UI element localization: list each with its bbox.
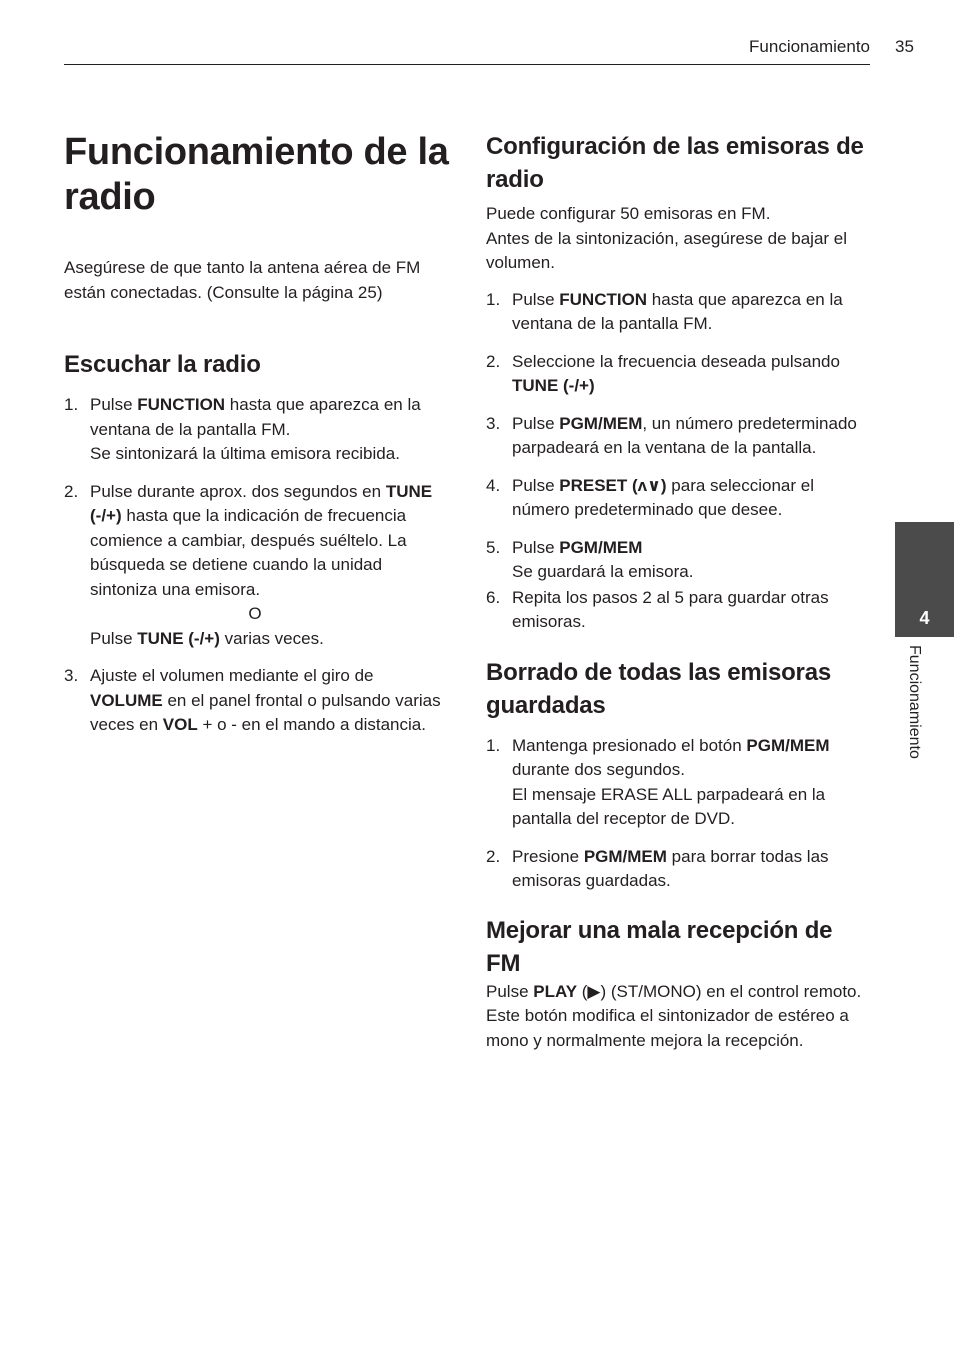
step-text: (▶) (ST/MONO) en el control remoto. Este botón modifica el sintonizador de estéreo a mono y normalmente mejora la recepción. (486, 981, 862, 1050)
list-item (486, 845, 872, 894)
button-name: PGM/MEM (559, 413, 643, 433)
step-note: El mensaje ERASE ALL parpadeará en la pantalla del receptor de DVD. (512, 784, 826, 828)
list-item (486, 412, 872, 461)
step-number: 1. (486, 735, 501, 755)
step-number: 5. (486, 537, 501, 557)
step-text: Pulse (90, 395, 138, 414)
step-text: hasta que aparezca en la ventana de la pantalla FM. (512, 289, 843, 333)
chapter-number: 4 (919, 608, 930, 628)
step-text: varias veces. (219, 628, 324, 648)
step-text: en el panel frontal o pulsando varias veces en (90, 690, 441, 734)
step-text: Pulse (512, 475, 560, 495)
button-name: VOL (162, 715, 198, 734)
step-text: para seleccionar el número predeterminado que desee. (512, 475, 814, 519)
step-number: 3. (64, 666, 79, 685)
section-heading-mejorar: Mejorar una mala recepción de FM (486, 916, 833, 977)
config-intro-line-1: Puede configurar 50 emisoras en FM. (486, 204, 771, 223)
step-number: 2. (64, 481, 79, 501)
step-text: hasta que la indicación de frecuencia comience a cambiar, después suéltelo. La búsqueda se detiene cuando la unidad sintoniza una emisora. (90, 506, 407, 599)
section-heading-escuchar: Escuchar la radio (64, 351, 261, 378)
intro-paragraph: Asegúrese de que tanto la antena aérea de FM están conectadas. (Consulte la página 25) (64, 258, 421, 302)
step-text: para borrar todas las emisoras guardadas. (512, 846, 829, 890)
step-number: 3. (486, 413, 501, 433)
list-item (486, 536, 872, 585)
section-heading-configuracion: Configuración de las emisoras de radio (486, 133, 864, 193)
step-number: 6. (486, 587, 501, 607)
button-name: TUNE (-/+) (90, 481, 433, 525)
step-text: Pulse durante aprox. dos segundos en (90, 481, 386, 501)
step-text: Pulse (512, 289, 560, 309)
chapter-label: Funcionamiento (906, 645, 923, 759)
button-name: PRESET (ʌ∨) (559, 475, 667, 495)
mejorar-paragraph (486, 980, 872, 1054)
config-intro-line-2: Antes de la sintonización, asegúrese de bajar el volumen. (486, 228, 848, 272)
running-header-title: Funcionamiento (749, 37, 870, 56)
step-number: 2. (486, 846, 501, 866)
right-column (486, 130, 872, 1053)
step-text: Ajuste el volumen mediante el giro de (90, 666, 374, 685)
step-note: Se sintonizará la última emisora recibida. (90, 444, 400, 463)
list-item (64, 664, 449, 738)
step-text: Repita los pasos 2 al 5 para guardar otras emisoras. (512, 587, 829, 631)
section-heading-borrado: Borrado de todas las emisoras guardadas (486, 658, 831, 719)
step-text: durante dos segundos. (512, 760, 685, 779)
step-text: + o - en el mando a distancia. (197, 715, 426, 734)
step-number: 4. (486, 475, 501, 495)
step-text: hasta que aparezca en la ventana de la pantalla FM. (90, 395, 421, 439)
button-name: PLAY (533, 981, 578, 1001)
step-number: 1. (64, 395, 79, 414)
button-name: TUNE (-/+) (512, 376, 595, 395)
list-item (486, 350, 872, 399)
step-number: 2. (486, 351, 501, 371)
list-item (486, 288, 872, 337)
button-name: FUNCTION (559, 289, 648, 309)
list-item (64, 480, 449, 652)
page-title: Funcionamiento de la radio (64, 131, 449, 218)
page-number: 35 (895, 37, 914, 56)
button-name: PGM/MEM (583, 846, 667, 866)
list-item (486, 586, 872, 635)
step-text: Pulse (486, 981, 534, 1001)
step-text: Mantenga presionado el botón (512, 735, 747, 755)
or-separator: O (248, 604, 262, 623)
button-name: FUNCTION (137, 395, 226, 414)
button-name: VOLUME (90, 690, 163, 710)
escuchar-steps (64, 393, 449, 738)
borrado-steps (486, 734, 872, 894)
button-name: TUNE (-/+) (137, 628, 220, 648)
step-number: 1. (486, 289, 501, 309)
step-text: , un número predeterminado parpadeará en la ventana de la pantalla. (512, 413, 857, 457)
button-name: PGM/MEM (559, 537, 643, 557)
list-item (486, 474, 872, 523)
step-note: Se guardará la emisora. (512, 562, 694, 581)
step-text: Presione (512, 846, 584, 866)
step-text: Pulse (512, 537, 560, 557)
header-divider (64, 64, 870, 65)
list-item (64, 393, 449, 467)
step-text: Pulse (512, 413, 560, 433)
left-column (64, 130, 449, 751)
step-text: Seleccione la frecuencia deseada pulsando (512, 351, 840, 371)
step-text: Pulse (90, 628, 138, 648)
config-steps (486, 288, 872, 635)
list-item (486, 734, 872, 832)
button-name: PGM/MEM (746, 735, 830, 755)
